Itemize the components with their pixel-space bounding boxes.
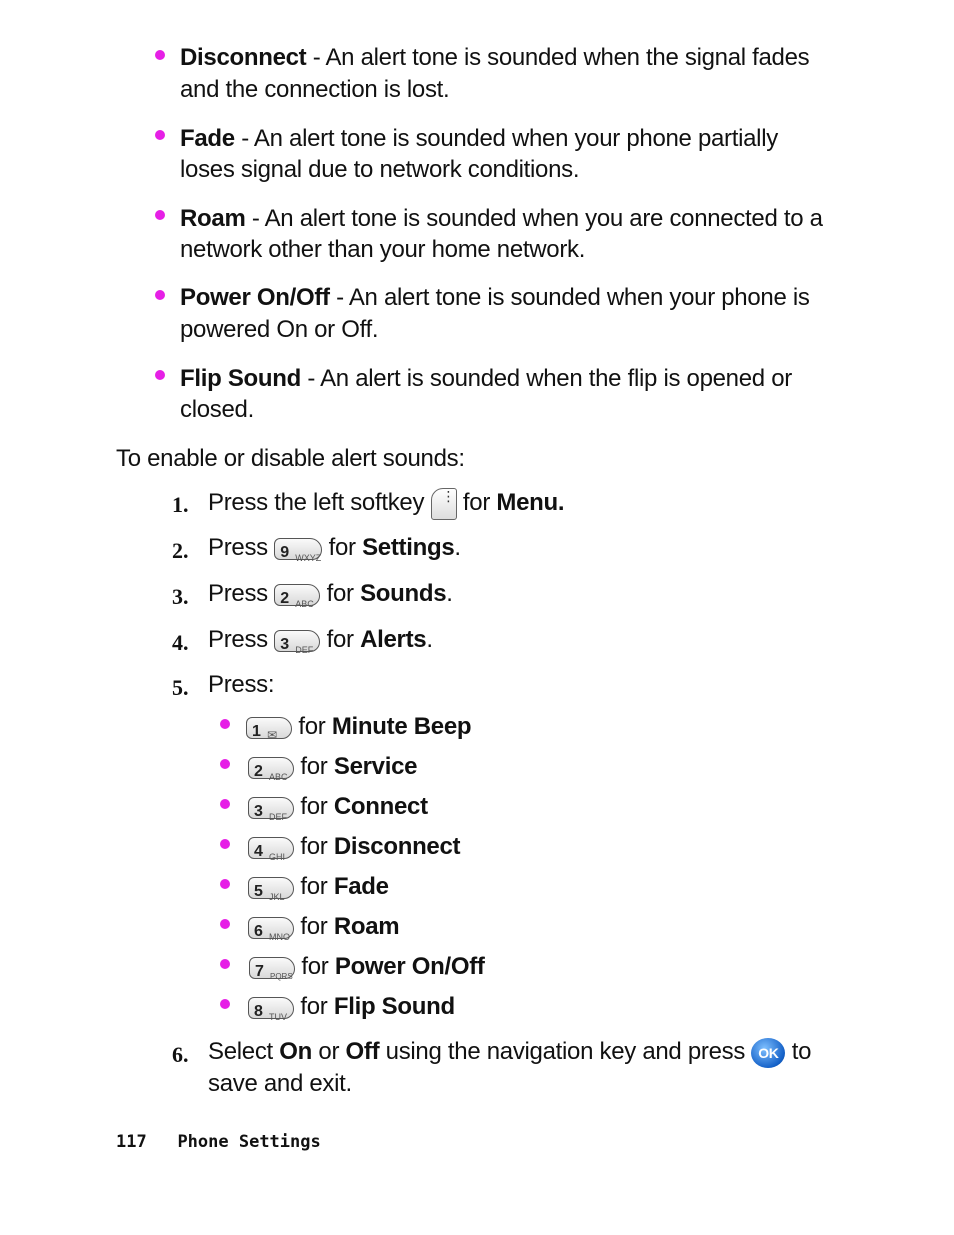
key-letters: ABC [295,598,314,609]
step-text: using the navigation key and press [385,1038,746,1065]
intro-text: To enable or disable alert sounds: [116,445,465,472]
page-footer [116,1132,321,1152]
sub-item-power [249,951,485,983]
sub-item-label: Disconnect [333,833,461,860]
bullet-text-cont: closed. [180,396,254,423]
sub-item-service [248,751,417,783]
step-text: to [791,1038,812,1065]
step-number: 4. [172,630,189,655]
key-letters: JKL [269,891,285,902]
bullet-dot [220,959,230,969]
key-number: 5 [254,882,263,900]
step-6-cont: save and exit. [208,1070,352,1097]
bullet-text: - An alert tone is sounded when your phone is [329,284,810,311]
step-text: . [426,626,433,653]
step-number: 3. [172,584,189,609]
page-number: 117 [116,1132,147,1152]
sub-item-for: for [300,833,328,860]
bullet-dot [155,370,165,380]
bullet-text-cont: powered On or Off. [180,316,379,343]
bullet-term: Roam [180,205,246,232]
key-letters: ✉ [267,727,278,742]
step-text: for [326,626,354,653]
step-number: 2. [172,538,189,563]
step-text: Press [208,626,268,653]
sub-item-flip [248,991,455,1023]
step-text: Press [208,580,268,607]
bullet-dot [220,719,230,729]
key-letters: PQRS [270,971,293,981]
bullet-term: Disconnect [180,44,307,71]
step-5: Press: [208,671,275,698]
sub-item-for: for [301,953,329,980]
bullet-dot [220,839,230,849]
key-letters: MNO [269,931,290,942]
sub-item-label: Flip Sound [333,993,455,1020]
step-number: 5. [172,675,189,700]
key-4-icon [248,837,294,862]
key-3-icon [248,797,294,822]
step-text: Select [208,1038,273,1065]
step-target: Alerts [360,626,427,653]
bullet-text: - An alert tone is sounded when the signal fades [306,44,810,71]
left-softkey-icon [431,488,457,520]
bullet-text-cont: network other than your home network. [180,236,586,263]
key-7-icon [249,957,295,979]
step-3 [208,578,453,610]
key-letters: TUV [269,1011,287,1022]
step-text: or [318,1038,340,1065]
step-target: Menu. [496,489,565,516]
key-letters: DEF [269,811,287,822]
step-text: for [462,489,491,516]
section-title: Phone Settings [177,1132,321,1152]
step-text: Press [208,534,268,561]
key-number: 2 [254,762,263,780]
step-target: Off [345,1038,380,1065]
bullet-term: Fade [180,125,235,152]
bullet-item-disconnect [180,42,809,74]
step-number: 6. [172,1042,189,1067]
key-number: 3 [254,802,263,820]
sub-item-disconnect [248,831,460,863]
bullet-dot [155,210,165,220]
bullet-text-cont: and the connection is lost. [180,76,450,103]
sub-item-label: Service [333,753,418,780]
bullet-dot [220,879,230,889]
sub-item-for: for [300,873,328,900]
bullet-dot [220,759,230,769]
bullet-dot [220,799,230,809]
bullet-text: - An alert tone is sounded when you are connected to a [245,205,823,232]
sub-item-for: for [300,753,328,780]
sub-item-label: Power On/Off [334,953,485,980]
key-number: 4 [254,842,263,860]
key-2-icon [248,757,294,782]
sub-item-label: Minute Beep [331,713,472,740]
bullet-text: - An alert is sounded when the flip is opened or [300,365,792,392]
key-number: 7 [255,962,264,980]
sub-item-for: for [300,993,328,1020]
sub-item-roam [248,911,399,943]
bullet-dot [155,130,165,140]
key-number: 9 [280,543,289,561]
bullet-dot [220,919,230,929]
step-target: Sounds [360,580,447,607]
bullet-item-flip [180,363,792,395]
step-2 [208,532,461,564]
key-number: 8 [254,1002,263,1020]
key-number: 3 [280,635,289,653]
key-9-icon [274,538,322,563]
softkey-glyph: ⋮ [441,487,456,504]
sub-item-for: for [300,793,328,820]
sub-item-connect [248,791,428,823]
sub-item-for: for [300,913,328,940]
bullet-item-power [180,282,810,314]
step-target: Settings [362,534,455,561]
sub-item-label: Connect [333,793,428,820]
key-number: 1 [252,722,261,740]
key-letters: ABC [269,771,288,782]
step-target: On [279,1038,313,1065]
sub-item-fade [248,871,389,903]
bullet-text-cont: loses signal due to network conditions. [180,156,580,183]
bullet-item-roam [180,203,823,235]
bullet-term: Flip Sound [180,365,301,392]
key-letters: GHI [269,851,286,862]
key-number: 6 [254,922,263,940]
bullet-term: Power On/Off [180,284,330,311]
key-letters: DEF [295,644,314,655]
bullet-item-fade [180,123,778,155]
step-text: . [446,580,453,607]
step-text: Press the left softkey [208,489,425,516]
bullet-dot [155,50,165,60]
key-number: 2 [280,589,289,607]
step-6 [208,1036,811,1068]
step-text: for [326,580,354,607]
sub-item-label: Fade [333,873,389,900]
sub-item-for: for [298,713,326,740]
step-4 [208,624,433,656]
sub-item-label: Roam [333,913,400,940]
step-text: for [328,534,356,561]
key-letters: WXYZ [295,552,322,563]
key-2-icon [274,584,320,609]
step-text: . [454,534,461,561]
bullet-text: - An alert tone is sounded when your phone partially [234,125,778,152]
bullet-dot [155,290,165,300]
ok-key-icon: OK [751,1038,785,1068]
key-6-icon [248,917,294,942]
bullet-dot [220,999,230,1009]
sub-item-minute-beep [246,711,471,743]
key-3-icon [274,630,320,655]
step-1 [208,487,564,520]
key-8-icon [248,997,294,1022]
step-number: 1. [172,492,189,517]
key-1-icon [246,717,292,742]
key-5-icon [248,877,294,902]
